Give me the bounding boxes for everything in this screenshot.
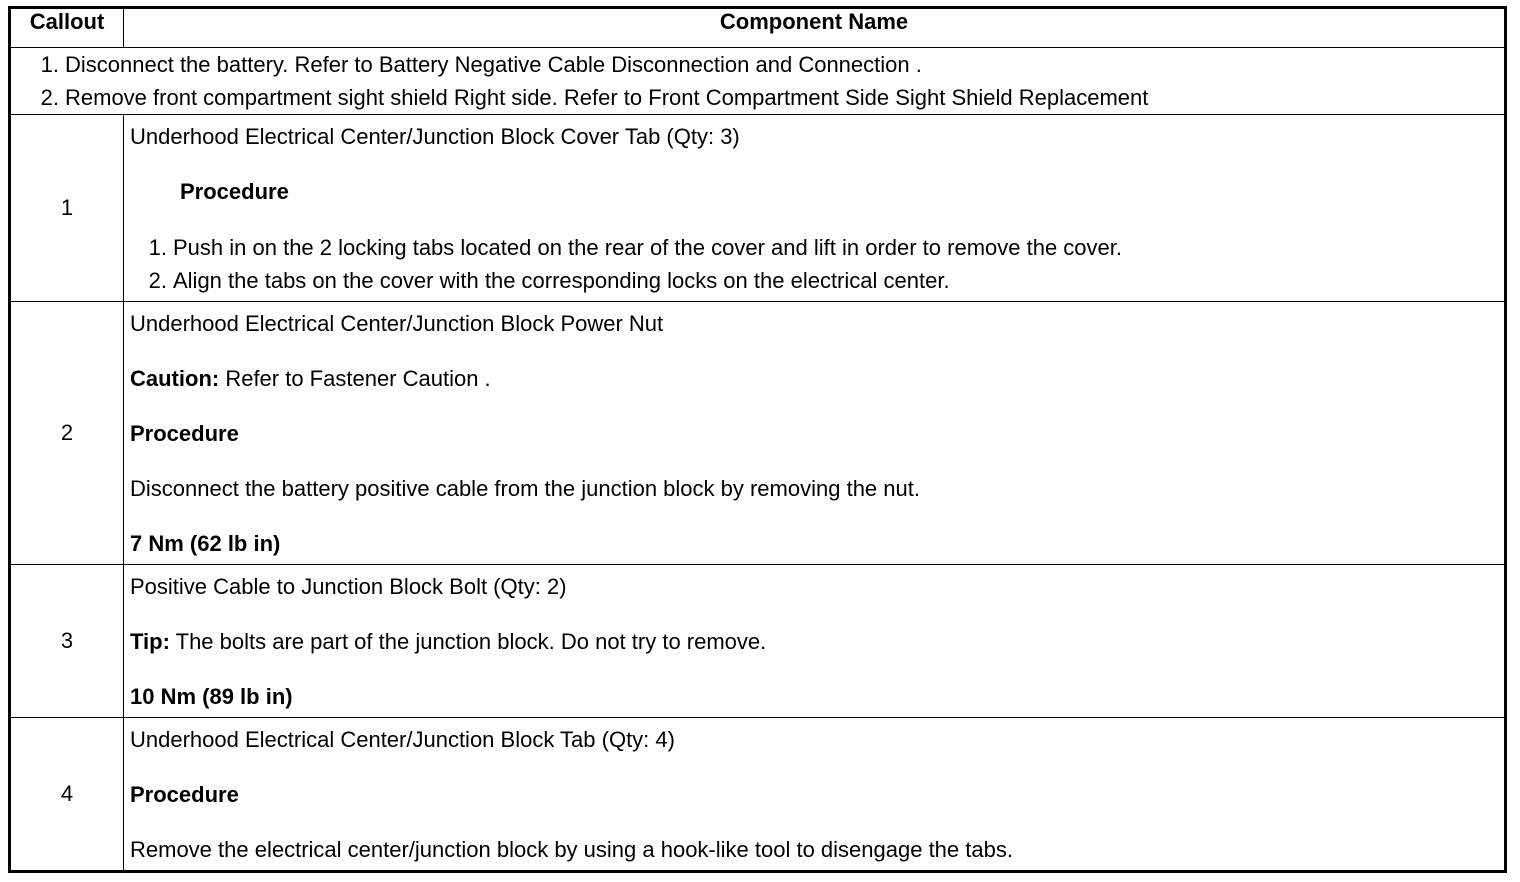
list-item: 2. Remove front compartment sight shield Right side. Refer to Front Compartment Side Sight Shield Replacement xyxy=(40,85,1149,110)
procedure-text: Disconnect the battery positive cable from the junction block by removing the nut. xyxy=(130,476,920,501)
callout-number: 1 xyxy=(10,115,124,302)
tip-note xyxy=(130,626,1498,658)
component-cell xyxy=(124,115,1506,302)
list-item: 2. Align the tabs on the cover with the corresponding locks on the electrical center. xyxy=(148,268,950,293)
torque-spec: 10 Nm (89 lb in) xyxy=(130,684,293,709)
list-item: 1. Push in on the 2 locking tabs located on the rear of the cover and lift in order to remove the cover. xyxy=(148,235,1122,260)
callout-number: 2 xyxy=(10,302,124,565)
component-title: Underhood Electrical Center/Junction Block Power Nut xyxy=(130,311,664,336)
callout-number: 3 xyxy=(10,565,124,718)
callout-number: 4 xyxy=(10,718,124,872)
procedure-text: Remove the electrical center/junction block by using a hook-like tool to disengage the tabs. xyxy=(130,837,1013,862)
table-row xyxy=(10,718,1506,872)
preliminary-row xyxy=(10,48,1506,115)
tip-label: Tip: xyxy=(130,629,170,654)
procedure-table xyxy=(8,6,1507,873)
table-row xyxy=(10,115,1506,302)
preliminary-steps xyxy=(10,48,1506,115)
header-component-name: Component Name xyxy=(124,8,1506,48)
torque-spec: 7 Nm (62 lb in) xyxy=(130,531,281,556)
component-title: Underhood Electrical Center/Junction Block Tab (Qty: 4) xyxy=(130,727,675,752)
procedure-heading: Procedure xyxy=(180,179,289,204)
caution-label: Caution: xyxy=(130,366,220,391)
procedure-heading: Procedure xyxy=(130,421,239,446)
tip-text: The bolts are part of the junction block. Do not try to remove. xyxy=(169,629,767,654)
component-cell xyxy=(124,718,1506,872)
table-row xyxy=(10,565,1506,718)
table-row xyxy=(10,302,1506,565)
procedure-heading: Procedure xyxy=(130,782,239,807)
component-title: Underhood Electrical Center/Junction Block Cover Tab (Qty: 3) xyxy=(130,124,740,149)
list-item: 1. Disconnect the battery. Refer to Battery Negative Cable Disconnection and Connection . xyxy=(40,52,922,77)
component-cell xyxy=(124,302,1506,565)
component-title: Positive Cable to Junction Block Bolt (Qty: 2) xyxy=(130,574,567,599)
header-callout: Callout xyxy=(10,8,124,48)
header-row xyxy=(10,8,1506,48)
caution-note xyxy=(130,363,1498,395)
component-cell xyxy=(124,565,1506,718)
caution-text: Refer to Fastener Caution . xyxy=(219,366,491,391)
